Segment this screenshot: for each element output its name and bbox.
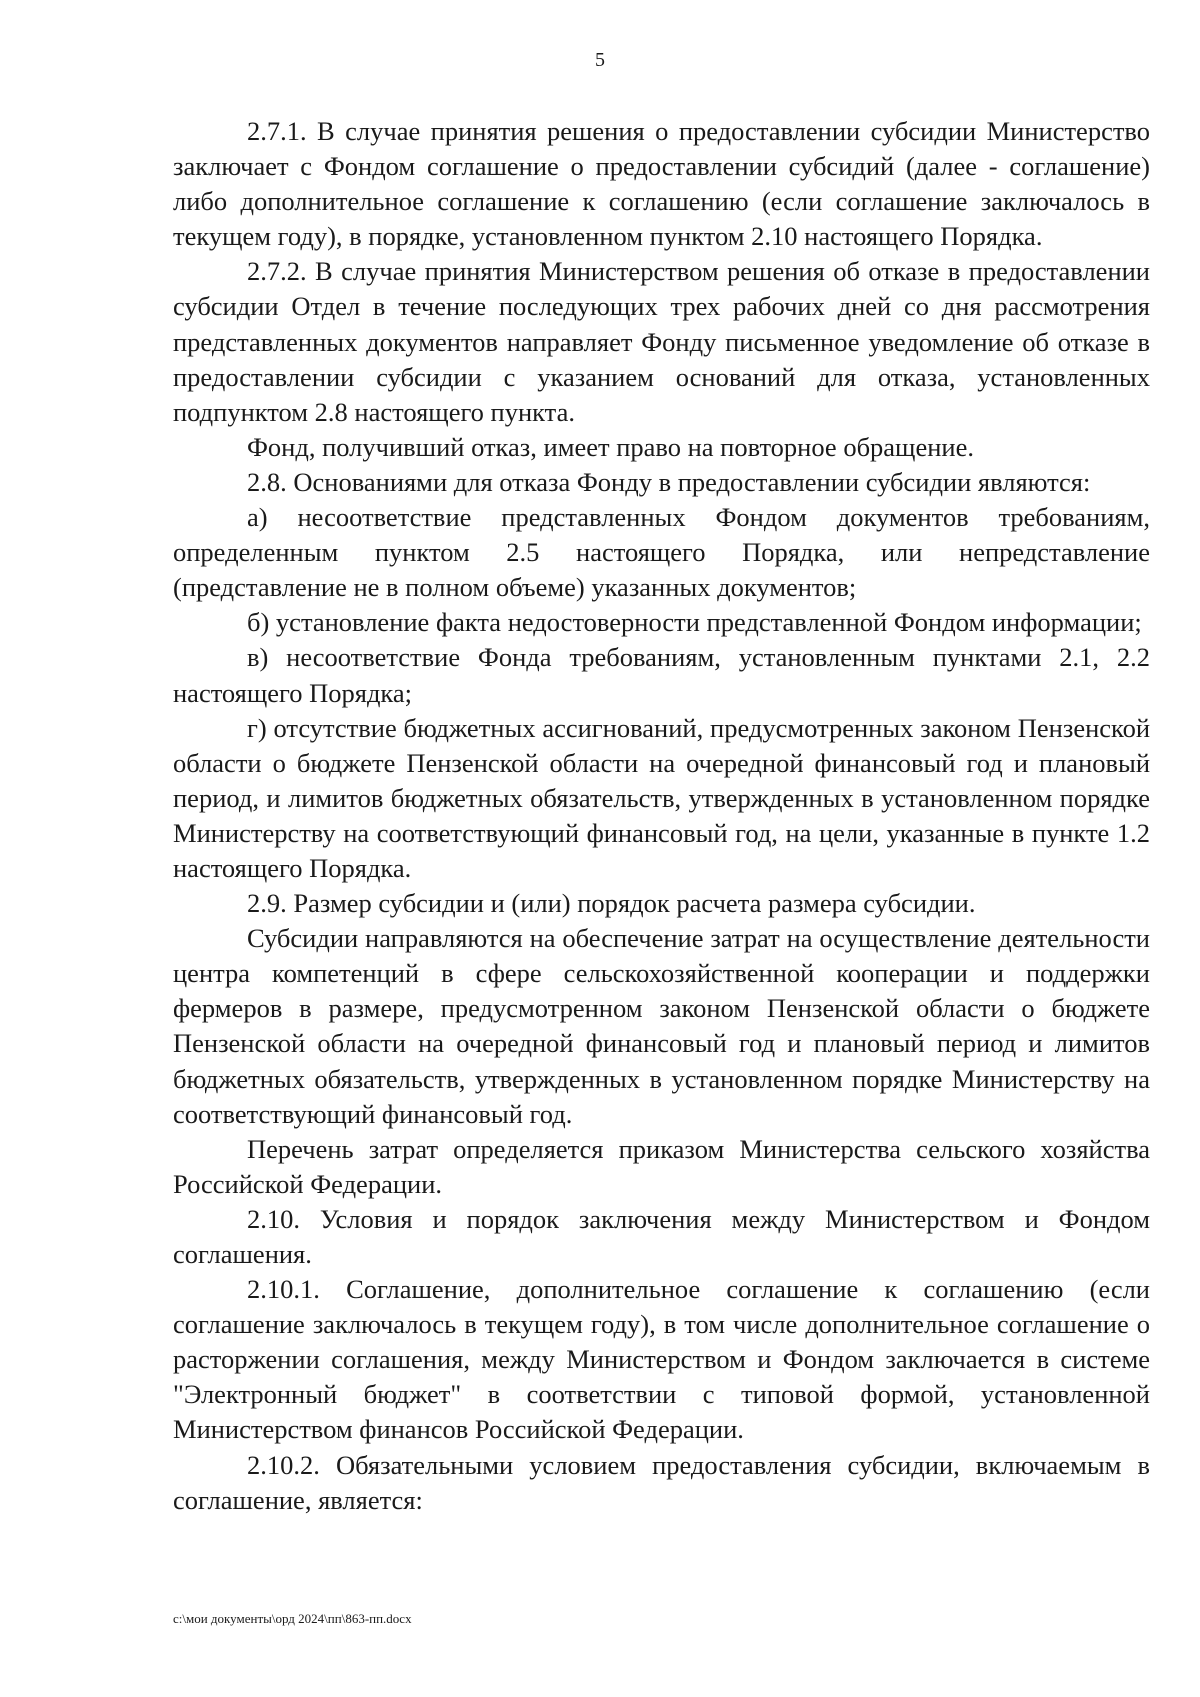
- paragraph-2-8: 2.8. Основаниями для отказа Фонду в предоставлении субсидии являются:: [247, 466, 1091, 497]
- paragraph-2-7-1: 2.7.1. В случае принятия решения о предоставлении субсидии Министерство заключает с Фондом соглашение о предоставлении субсидий (далее - соглашение) либо дополнительное соглашение к соглашению (если соглашение заключалось в текущем году), в порядке, установленном пунктом 2.10 настоящего Порядка.: [173, 116, 1150, 252]
- footer-file-path: c:\мои документы\орд 2024\пп\863-пп.docx: [173, 1611, 412, 1626]
- paragraph-cost-list: Перечень затрат определяется приказом Министерства сельского хозяйства Российской Федерации.: [173, 1133, 1150, 1199]
- paragraph-2-8-b: б) установление факта недостоверности представленной Фондом информации;: [247, 607, 1142, 638]
- paragraph-2-8-v: в) несоответствие Фонда требованиям, установленным пунктами 2.1, 2.2 настоящего Порядка;: [173, 642, 1150, 708]
- paragraph-2-10-1: 2.10.1. Соглашение, дополнительное соглашение к соглашению (если соглашение заключалось в текущем году), в том числе дополнительное соглашение о расторжении соглашения, между Министерством и Фондом заключается в системе "Электронный бюджет" в соответствии с типовой формой, установленной Министерством финансов Российской Федерации.: [173, 1274, 1150, 1445]
- paragraph-2-10: 2.10. Условия и порядок заключения между Министерством и Фондом соглашения.: [173, 1203, 1150, 1269]
- paragraph-2-7-2: 2.7.2. В случае принятия Министерством решения об отказе в предоставлении субсидии Отдел в течение последующих трех рабочих дней со дня рассмотрения представленных документов направляет Фонду письменное уведомление об отказе в предоставлении субсидии с указанием оснований для отказа, установленных подпунктом 2.8 настоящего пункта.: [173, 256, 1150, 427]
- paragraph-2-8-a: а) несоответствие представленных Фондом документов требованиям, определенным пунктом 2.5 настоящего Порядка, или непредставление (представление не в полном объеме) указанных документов;: [173, 502, 1150, 603]
- page-number: 5: [595, 49, 605, 71]
- paragraph-repeat-appeal: Фонд, получивший отказ, имеет право на повторное обращение.: [247, 431, 974, 462]
- document-body: [173, 114, 1150, 1518]
- paragraph-2-10-2: 2.10.2. Обязательными условием предоставления субсидии, включаемым в соглашение, является:: [173, 1449, 1150, 1515]
- paragraph-subsidy-purpose: Субсидии направляются на обеспечение затрат на осуществление деятельности центра компетенций в сфере сельскохозяйственной кооперации и поддержки фермеров в размере, предусмотренном законом Пензенской области о бюджете Пензенской области на очередной финансовый год и плановый период и лимитов бюджетных обязательств, утвержденных в установленном порядке Министерству на соответствующий финансовый год.: [173, 923, 1150, 1129]
- paragraph-2-8-g: г) отсутствие бюджетных ассигнований, предусмотренных законом Пензенской области о бюджете Пензенской области на очередной финансовый год и плановый период, и лимитов бюджетных обязательств, утвержденных в установленном порядке Министерству на соответствующий финансовый год, на цели, указанные в пункте 1.2 настоящего Порядка.: [173, 712, 1150, 883]
- paragraph-2-9: 2.9. Размер субсидии и (или) порядок расчета размера субсидии.: [247, 888, 976, 919]
